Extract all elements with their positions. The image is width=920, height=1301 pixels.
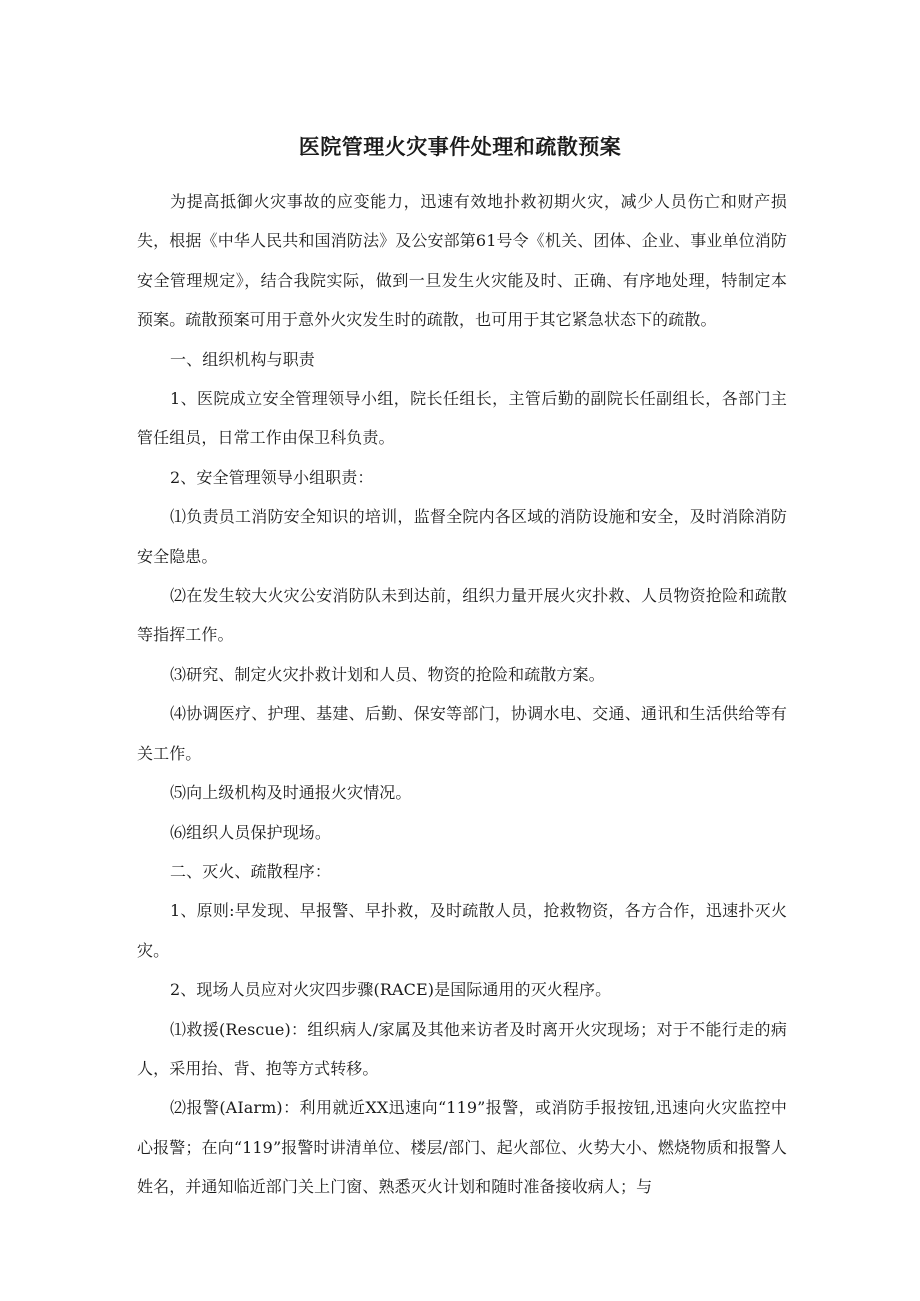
paragraph: 2、安全管理领导小组职责： <box>170 467 374 487</box>
list-item: ⑴救援(Rescue)：组织病人/家属及其他来访者及时离开火灾现场；对于不能行走的病人，采用抬、背、抱等方式转移。 <box>137 1019 787 1078</box>
section-heading-procedure: 二、灭火、疏散程序： <box>170 861 332 881</box>
document-title: 医院管理火灾事件处理和疏散预案 <box>298 134 622 159</box>
list-item: ⑷协调医疗、护理、基建、后勤、保安等部门，协调水电、交通、通讯和生活供给等有关工作。 <box>137 704 787 763</box>
list-item: ⑵报警(AIarm)：利用就近XX迅速向“119”报警，或消防手报按钮,迅速向火灾监控中心报警；在向“119”报警时讲清单位、楼层/部门、起火部位、火势大小、燃烧物质和报警人姓名，并通知临近部门关上门窗、熟悉灭火计划和随时准备接收病人；与 <box>137 1098 787 1197</box>
document-body <box>137 182 787 1207</box>
paragraph: 1、原则:早发现、早报警、早扑救，及时疏散人员，抢救物资，各方合作，迅速扑灭火灾。 <box>137 901 787 960</box>
list-item: ⑹组织人员保护现场。 <box>170 822 332 842</box>
paragraph: 2、现场人员应对火灾四步骤(RACE)是国际通用的灭火程序。 <box>170 980 612 1000</box>
list-item: ⑵在发生较大火灾公安消防队未到达前，组织力量开展火灾扑救、人员物资抢险和疏散等指挥工作。 <box>137 586 787 645</box>
list-item: ⑸向上级机构及时通报火灾情况。 <box>170 783 412 803</box>
list-item: ⑴负责员工消防安全知识的培训，监督全院内各区域的消防设施和安全，及时消除消防安全隐患。 <box>137 507 787 566</box>
paragraph: 1、医院成立安全管理领导小组，院长任组长，主管后勤的副院长任副组长，各部门主管任组员，日常工作由保卫科负责。 <box>137 389 787 448</box>
section-heading-organization: 一、组织机构与职责 <box>170 349 315 369</box>
list-item: ⑶研究、制定火灾扑救计划和人员、物资的抢险和疏散方案。 <box>170 664 605 684</box>
paragraph-intro: 为提高抵御火灾事故的应变能力，迅速有效地扑救初期火灾，减少人员伤亡和财产损失，根据《中华人民共和国消防法》及公安部第61号令《机关、团体、企业、事业单位消防安全管理规定》，结合我院实际，做到一旦发生火灾能及时、正确、有序地处理，特制定本预案。疏散预案可用于意外火灾发生时的疏散，也可用于其它紧急状态下的疏散。 <box>137 192 787 330</box>
